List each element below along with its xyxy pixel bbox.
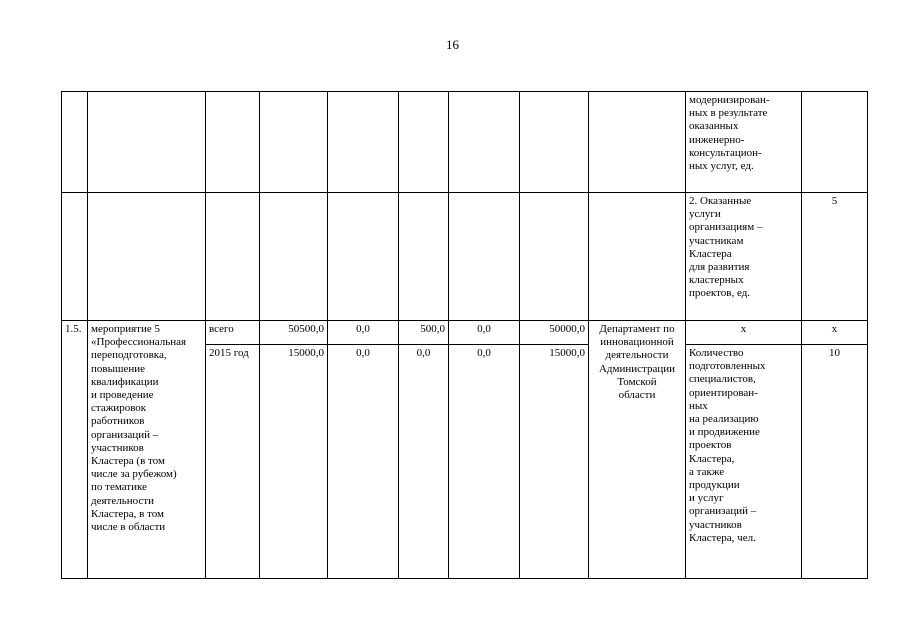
event-line: стажировок xyxy=(91,402,147,415)
event-line: участников xyxy=(91,441,144,454)
event-line: повышение xyxy=(91,362,145,375)
event-line: работников xyxy=(91,415,145,428)
indicator-line: проектов, ед. xyxy=(689,287,751,300)
cell-empty xyxy=(520,92,589,193)
indicator-line: ных в результате xyxy=(689,107,768,120)
amount-cell: 50000,0 xyxy=(520,321,589,345)
event-line: по тематике xyxy=(91,481,147,494)
amount-cell: 0,0 xyxy=(328,321,399,345)
event-line: числе в области xyxy=(91,521,166,534)
indicator-line: ных xyxy=(689,399,708,412)
cell-empty xyxy=(449,92,520,193)
executor-cell xyxy=(589,321,686,579)
cell-empty xyxy=(206,92,260,193)
indicator-line: организациям – xyxy=(689,221,763,234)
item-number: 1.5. xyxy=(62,321,88,579)
amount-cell: 15000,0 xyxy=(260,345,328,579)
cell-empty xyxy=(399,92,449,193)
event-line: организаций – xyxy=(91,428,159,441)
indicator-line: и продвижение xyxy=(689,426,760,439)
cell-empty xyxy=(88,92,206,193)
indicator-line: и услуг xyxy=(689,492,724,505)
indicator-line: ориентирован- xyxy=(689,386,758,399)
event-line: Кластера, в том xyxy=(91,507,165,520)
event-line: «Профессиональная xyxy=(91,336,187,349)
indicator-cell xyxy=(686,193,802,321)
amount-cell: 0,0 xyxy=(449,321,520,345)
executor-line: Томской xyxy=(617,375,657,388)
indicator-line: Кластера, чел. xyxy=(689,531,756,544)
amount-cell: 0,0 xyxy=(449,345,520,579)
executor-line: инновационной xyxy=(600,336,674,349)
amount-cell: 15000,0 xyxy=(520,345,589,579)
indicator-line: а также xyxy=(689,465,725,478)
cell-empty xyxy=(206,193,260,321)
amount-cell: 0,0 xyxy=(328,345,399,579)
indicator-line: Количество xyxy=(689,347,744,359)
indicator-value: 5 xyxy=(802,193,868,321)
indicator-cell: х xyxy=(686,321,802,345)
table-row xyxy=(62,193,868,321)
page-number: 16 xyxy=(446,37,459,52)
event-line: Кластера (в том xyxy=(91,455,165,468)
event-line: переподготовка, xyxy=(91,349,167,362)
cell-empty xyxy=(260,92,328,193)
executor-line: Администрации xyxy=(598,362,676,375)
indicator-line: услуги xyxy=(689,208,721,221)
event-line: квалификации xyxy=(91,375,159,388)
cell-empty xyxy=(62,92,88,193)
indicator-line: продукции xyxy=(689,479,740,492)
program-table xyxy=(61,91,868,579)
cell-empty xyxy=(449,193,520,321)
executor-line: Департамент по xyxy=(599,323,675,335)
indicator-line: на реализацию xyxy=(689,413,759,426)
amount-cell: 0,0 xyxy=(399,345,449,579)
indicator-line: модернизирован- xyxy=(689,94,770,106)
event-name xyxy=(88,321,206,579)
event-line: и проведение xyxy=(91,389,154,402)
cell-empty xyxy=(328,92,399,193)
indicator-line: кластерных xyxy=(689,274,744,287)
indicator-line: инженерно- xyxy=(689,133,745,146)
indicator-value: 10 xyxy=(802,345,868,579)
indicator-cell xyxy=(686,345,802,579)
indicator-line: Кластера, xyxy=(689,452,735,465)
amount-cell: 50500,0 xyxy=(260,321,328,345)
cell-empty xyxy=(328,193,399,321)
event-line: деятельности xyxy=(91,494,154,507)
cell-empty xyxy=(589,193,686,321)
indicator-line: 2. Оказанные xyxy=(689,195,752,207)
amount-cell: 500,0 xyxy=(399,321,449,345)
cell-empty xyxy=(62,193,88,321)
executor-line: области xyxy=(618,389,656,402)
indicator-line: для развития xyxy=(689,261,750,274)
event-line: числе за рубежом) xyxy=(91,468,177,481)
indicator-line: оказанных xyxy=(689,120,739,133)
executor-line: деятельности xyxy=(605,349,669,362)
table-row xyxy=(62,92,868,193)
indicator-line: проектов xyxy=(689,439,732,452)
indicator-cell xyxy=(686,92,802,193)
period-cell: 2015 год xyxy=(206,345,260,579)
event-line: мероприятие 5 xyxy=(91,323,161,335)
cell-empty xyxy=(88,193,206,321)
table-row xyxy=(62,321,868,345)
indicator-line: Кластера xyxy=(689,247,732,260)
indicator-line: консультацион- xyxy=(689,146,762,159)
cell-empty xyxy=(399,193,449,321)
indicator-line: участникам xyxy=(689,234,744,247)
indicator-line: подготовленных xyxy=(689,360,766,373)
indicator-line: организаций – xyxy=(689,505,757,518)
indicator-line: специалистов, xyxy=(689,373,756,386)
period-cell: всего xyxy=(206,321,260,345)
cell-empty xyxy=(260,193,328,321)
indicator-line: ных услуг, ед. xyxy=(689,160,754,173)
indicator-value xyxy=(802,92,868,193)
cell-empty xyxy=(520,193,589,321)
indicator-line: участников xyxy=(689,518,742,531)
indicator-value: х xyxy=(802,321,868,345)
cell-empty xyxy=(589,92,686,193)
